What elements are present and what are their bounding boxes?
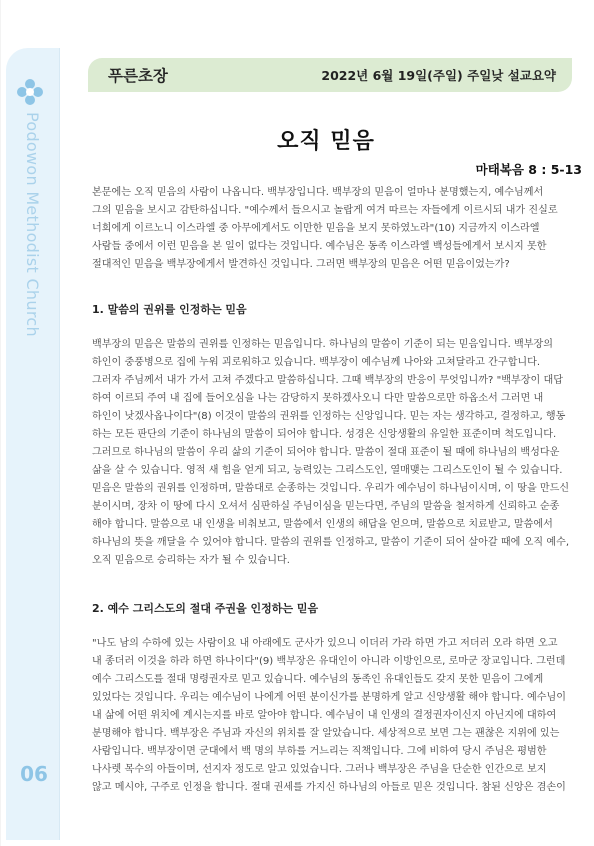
page-number: 06 xyxy=(20,762,48,786)
church-name-vertical: Podowon Methodist Church xyxy=(23,112,42,337)
section-2-body xyxy=(92,635,584,797)
text-line: 백부장의 믿음은 말씀의 권위를 인정하는 믿음입니다. 하나님의 말씀이 기준이 되는 믿음입니다. 백부장의 xyxy=(92,339,553,350)
text-line: 내 종더러 이것을 하라 하면 하나이다"(9) 백부장은 유대인이 아니라 이방인으로, 로마군 장교입니다. 그런데 xyxy=(92,656,566,667)
text-line: 하인이 중풍병으로 집에 누워 괴로워하고 있습니다. 백부장이 예수님께 나아와 고쳐달라고 간구합니다. xyxy=(92,357,541,368)
text-line: 너희에게 이르노니 이스라엘 중 아무에게서도 이만한 믿음을 보지 못하였노라"(10) 지금까지 이스라엘 xyxy=(92,223,540,234)
text-line: 분명해야 합니다. 백부장은 주님과 자신의 위치를 잘 알았습니다. 세상적으로 보면 그는 괜찮은 지위에 있는 xyxy=(92,728,560,739)
header-date: 2022년 6월 19일(주일) 주일낮 설교요약 xyxy=(321,68,556,83)
sermon-title: 오직 믿음 xyxy=(277,128,375,154)
text-line: 내 삶에 어떤 위치에 계시는지를 바로 알아야 합니다. 예수님이 내 인생의 결정권자이신지 아닌지에 대하여 xyxy=(92,710,557,721)
text-line: 본문에는 오직 믿음의 사람이 나옵니다. 백부장입니다. 백부장의 믿음이 얼마나 분명했는지, 예수님께서 xyxy=(92,187,544,198)
text-line: 하여 이르되 주여 내 집에 들어오심을 나는 감당하지 못하겠사오니 다만 말씀으로만 하옵소서 그러면 내 xyxy=(92,393,544,404)
text-line: 예수 그리스도를 절대 명령권자로 믿고 있습니다. 예수님의 동족인 유대인들도 갖지 못한 믿음이 그에게 xyxy=(92,674,544,685)
text-line: 삶을 살 수 있습니다. 영적 새 힘을 얻게 되고, 능력있는 그리스도인, 열매맺는 그리스도인이 될 수 있습니다. xyxy=(92,465,563,476)
page-edge xyxy=(0,0,1,846)
text-line: 사람들 중에서 이런 믿음을 본 일이 없다는 것입니다. 예수님은 동족 이스라엘 백성들에게서 보시지 못한 xyxy=(92,241,547,252)
text-line: "나도 남의 수하에 있는 사람이요 내 아래에도 군사가 있으니 이더러 가라 하면 가고 저더러 오라 하면 오고 xyxy=(92,638,558,649)
section-1-heading: 1. 말씀의 권위를 인정하는 믿음 xyxy=(92,303,247,316)
text-line: 하인이 낫겠사옵나이다"(8) 이것이 말씀의 권위를 인정하는 신앙입니다. 믿는 자는 생각하고, 결정하고, 행동 xyxy=(92,411,566,422)
text-line: 그의 믿음을 보시고 감탄하십니다. "예수께서 들으시고 놀랍게 여겨 따르는 자들에게 이르시되 내가 진실로 xyxy=(92,205,558,216)
header-title: 푸른초장 xyxy=(108,67,168,85)
section-1-body xyxy=(92,336,584,570)
cross-icon xyxy=(16,78,44,106)
header-bar xyxy=(88,58,572,92)
section-2-heading: 2. 예수 그리스도의 절대 주권을 인정하는 믿음 xyxy=(92,602,319,615)
text-line: 믿음은 말씀의 권위를 인정하며, 말씀대로 순종하는 것입니다. 우리가 예수님이 하나님이시며, 이 땅을 만드신 xyxy=(92,483,570,494)
text-line: 해야 합니다. 말씀으로 내 인생을 비춰보고, 말씀에서 인생의 해답을 얻으며, 말씀으로 치료받고, 말씀에서 xyxy=(92,519,553,530)
text-line: 하는 모든 판단의 기준이 하나님의 말씀이 되어야 합니다. 성경은 신앙생활의 유일한 표준이며 척도입니다. xyxy=(92,429,557,440)
intro-paragraph xyxy=(92,184,584,274)
text-line: 분이시며, 장차 이 땅에 다시 오셔서 심판하실 주님이심을 믿는다면, 주님의 말씀을 철저하게 신뢰하고 순종 xyxy=(92,501,560,512)
text-line: 그러므로 하나님의 말씀이 우리 삶의 기준이 되어야 합니다. 말씀이 절대 표준이 될 때에 하나님의 백성다운 xyxy=(92,447,560,458)
text-line: 있었다는 것입니다. 우리는 예수님이 나에게 어떤 분이신가를 분명하게 알고 신앙생활 해야 합니다. 예수님이 xyxy=(92,692,566,703)
text-line: 그러자 주님께서 내가 가서 고쳐 주겠다고 말씀하십니다. 그때 백부장의 반응이 무엇입니까? "백부장이 대답 xyxy=(92,375,563,386)
text-line: 사람입니다. 백부장이면 군대에서 백 명의 부하를 거느리는 직책입니다. 그에 비하여 당시 주님은 평범한 xyxy=(92,746,547,757)
text-line: 오직 믿음으로 승리하는 자가 될 수 있습니다. xyxy=(92,555,290,566)
text-line: 나사렛 목수의 아들이며, 선지자 정도로 알고 있었습니다. 그러나 백부장은 주님을 단순한 인간으로 보지 xyxy=(92,764,547,775)
text-line: 않고 메시야, 구주로 인정을 합니다. 절대 권세를 가지신 하나님의 아들로 믿은 것입니다. 참된 신앙은 겸손이 xyxy=(92,782,566,793)
text-line: 하나님의 뜻을 깨달을 수 있어야 합니다. 말씀의 권위를 인정하고, 말씀이 기준이 되어 살아갈 때에 오직 예수, xyxy=(92,537,570,548)
scripture-reference: 마태복음 8 : 5-13 xyxy=(475,162,582,177)
text-line: 절대적인 믿음을 백부장에게서 발견하신 것입니다. 그러면 백부장의 믿음은 어떤 믿음이었는가? xyxy=(92,259,510,270)
